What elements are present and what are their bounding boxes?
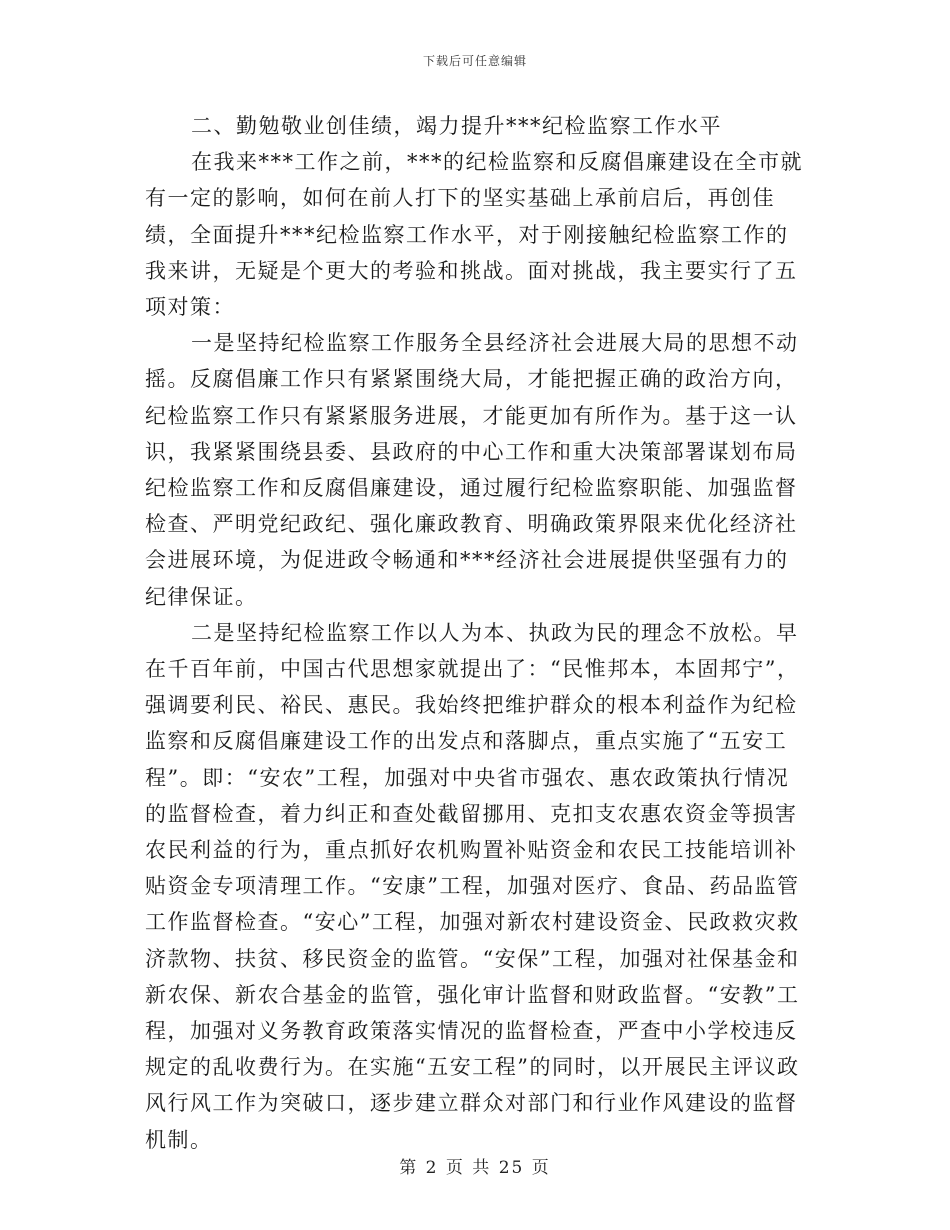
document-body bbox=[145, 108, 809, 1158]
paragraph-measure-one: 一是坚持纪检监察工作服务全县经济社会进展大局的思想不动摇。反腐倡廉工作只有紧紧围绕大局，才能把握正确的政治方向，纪检监察工作只有紧紧服务进展，才能更加有所作为。基于这一认识，我紧紧围绕县委、县政府的中心工作和重大决策部署谋划布局纪检监察工作和反腐倡廉建设，通过履行纪检监察职能、加强监督检查、严明党纪政纪、强化廉政教育、明确政策界限来优化经济社会进展环境，为促进政令畅通和***经济社会进展提供坚强有力的纪律保证。 bbox=[145, 331, 799, 609]
paragraph-measure-two: 二是坚持纪检监察工作以人为本、执政为民的理念不放松。早在千百年前，中国古代思想家就提出了：“民惟邦本，本固邦宁”，强调要利民、裕民、惠民。我始终把维护群众的根本利益作为纪检监察和反腐倡廉建设工作的出发点和落脚点，重点实施了“五安工程”。即：“安农”工程，加强对中央省市强农、惠农政策执行情况的监督检查，着力纠正和查处截留挪用、克扣支农惠农资金等损害农民利益的行为，重点抓好农机购置补贴资金和农民工技能培训补贴资金专项清理工作。“安康”工程，加强对医疗、食品、药品监管工作监督检查。“安心”工程，加强对新农村建设资金、民政救灾救济款物、扶贫、移民资金的监管。“安保”工程，加强对社保基金和新农保、新农合基金的监管，强化审计监督和财政监督。“安教”工程，加强对义务教育政策落实情况的监督检查，严查中小学校违反规定的乱收费行为。在实施“五安工程”的同时，以开展民主评议政风行风工作为突破口，逐步建立群众对部门和行业作风建设的监督机制。 bbox=[145, 620, 800, 1152]
paragraph-intro: 在我来***工作之前，***的纪检监察和反腐倡廉建设在全市就有一定的影响，如何在前人打下的坚实基础上承前启后，再创佳绩，全面提升***纪检监察工作水平，对于刚接触纪检监察工作的我来讲，无疑是个更大的考验和挑战。面对挑战，我主要实行了五项对策： bbox=[145, 150, 803, 320]
section-heading: 二、勤勉敬业创佳绩，竭力提升***纪检监察工作水平 bbox=[191, 114, 722, 138]
page-number: 第 2 页 共 25 页 bbox=[399, 1158, 551, 1178]
page-header: 下载后可任意编辑 bbox=[422, 54, 527, 68]
